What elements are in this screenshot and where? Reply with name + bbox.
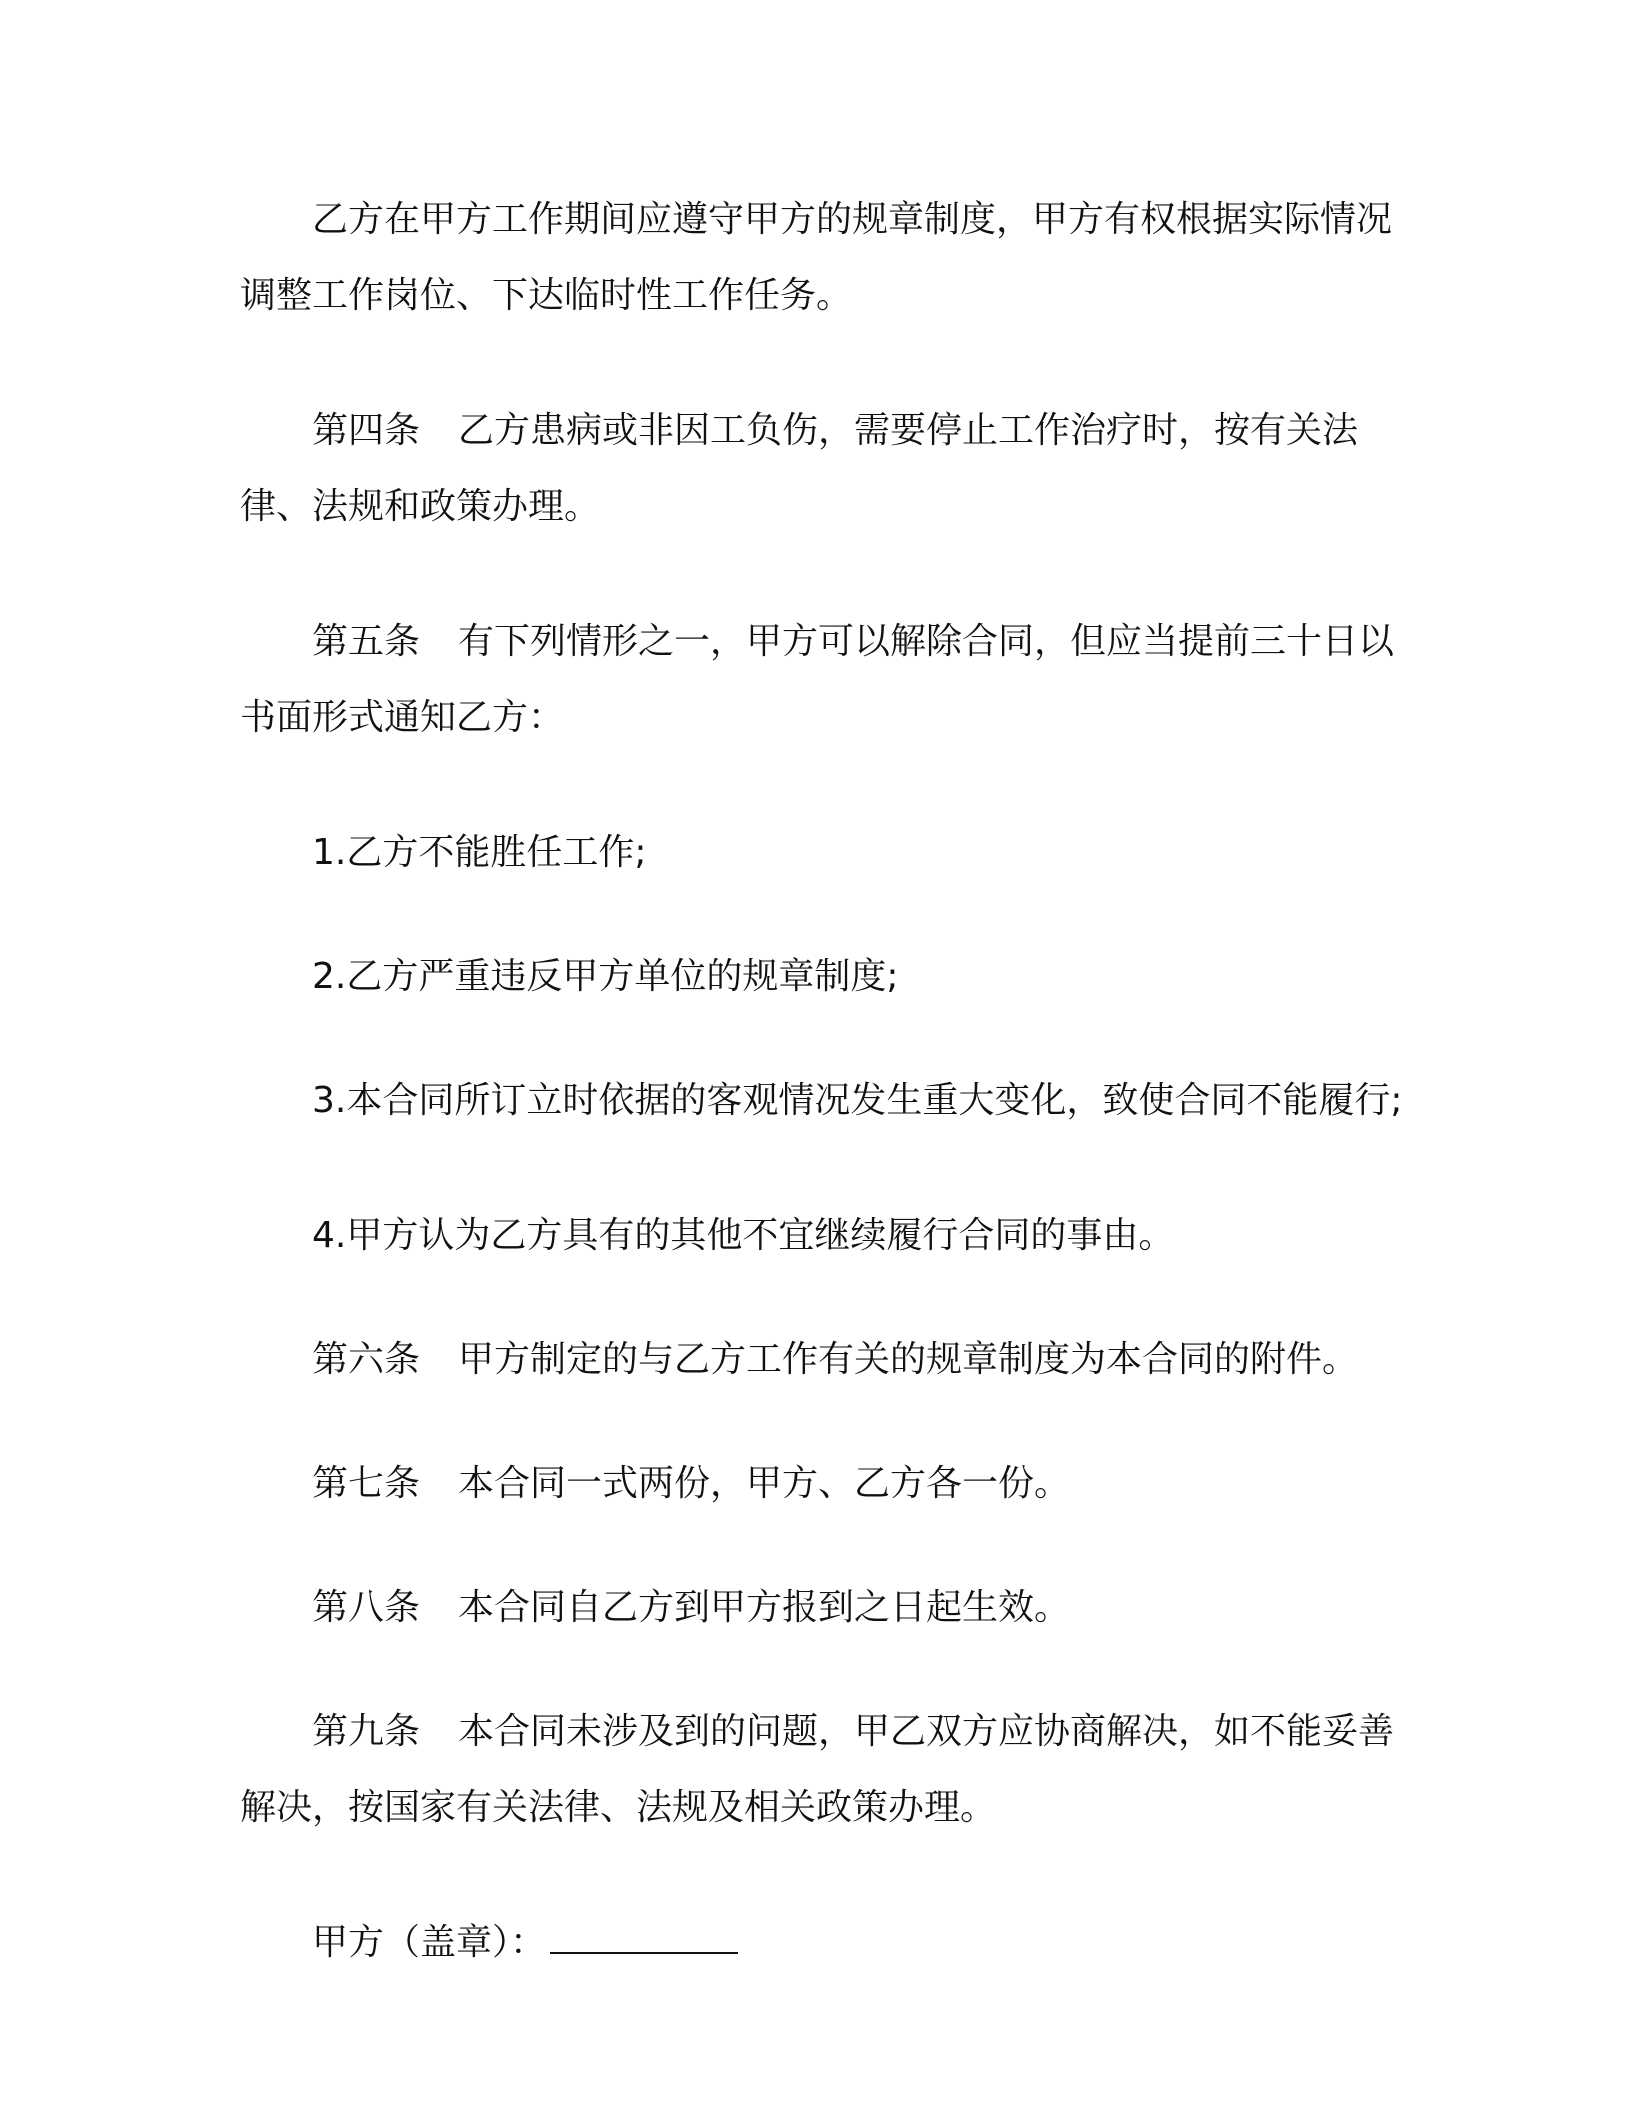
list-item-1-text: 1.乙方不能胜任工作; (312, 832, 647, 873)
article-8-paragraph (240, 1570, 1420, 1646)
article-9-number: 第九条 (312, 1711, 421, 1752)
paragraph-1 (240, 182, 1420, 334)
article-8-number: 第八条 (312, 1587, 421, 1628)
list-item-4-text: 4.甲方认为乙方具有的其他不宜继续履行合同的事由。 (312, 1215, 1175, 1256)
article-5-paragraph (240, 604, 1420, 756)
article-5-number: 第五条 (312, 621, 421, 662)
list-item-2 (240, 939, 1420, 1015)
list-item-3-text: 3.本合同所订立时依据的客观情况发生重大变化，致使合同不能履行; (312, 1080, 1403, 1121)
signature-line (240, 1905, 1420, 1981)
list-item-3 (240, 1063, 1420, 1139)
list-item-4 (240, 1198, 1420, 1274)
document-body (240, 182, 1420, 2029)
paragraph-1-text: 乙方在甲方工作期间应遵守甲方的规章制度，甲方有权根据实际情况调整工作岗位、下达临时性工作任务。 (240, 199, 1393, 316)
signature-label: 甲方（盖章）： (312, 1922, 547, 1963)
article-4-paragraph (240, 393, 1420, 545)
article-4-text: 乙方患病或非因工负伤，需要停止工作治疗时，按有关法律、法规和政策办理。 (240, 410, 1359, 527)
article-6-paragraph (240, 1322, 1420, 1398)
article-6-text: 甲方制定的与乙方工作有关的规章制度为本合同的附件。 (458, 1339, 1359, 1380)
signature-blank (550, 1924, 738, 1954)
article-7-paragraph (240, 1446, 1420, 1522)
article-7-text: 本合同一式两份，甲方、乙方各一份。 (458, 1463, 1071, 1504)
article-9-paragraph (240, 1694, 1420, 1846)
article-6-number: 第六条 (312, 1339, 421, 1380)
article-8-text: 本合同自乙方到甲方报到之日起生效。 (458, 1587, 1071, 1628)
list-item-1 (240, 815, 1420, 891)
article-4-number: 第四条 (312, 410, 421, 451)
article-9-text: 本合同未涉及到的问题，甲乙双方应协商解决，如不能妥善解决，按国家有关法律、法规及相关政策办理。 (240, 1711, 1395, 1828)
article-7-number: 第七条 (312, 1463, 421, 1504)
list-item-2-text: 2.乙方严重违反甲方单位的规章制度; (312, 956, 899, 997)
article-5-text: 有下列情形之一，甲方可以解除合同，但应当提前三十日以书面形式通知乙方： (240, 621, 1395, 738)
